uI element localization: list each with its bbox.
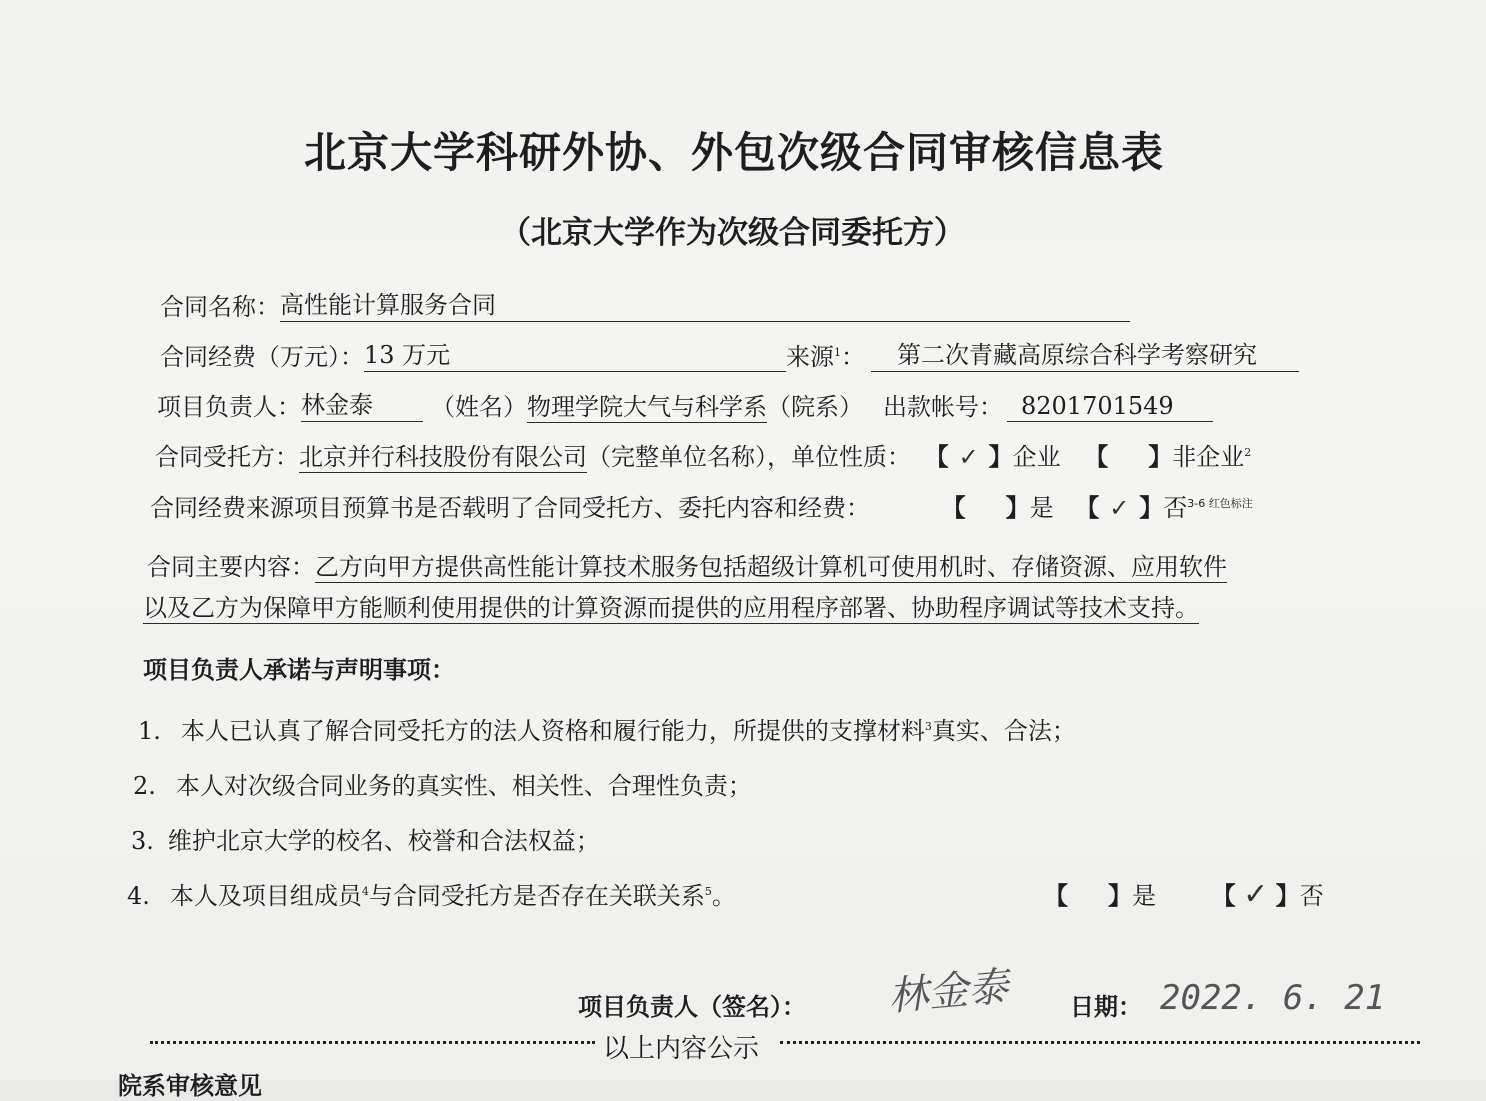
pi-name-field xyxy=(301,393,423,422)
q4-options xyxy=(1044,876,1324,912)
pi-dept-value: 物理学院大气与科学系 xyxy=(527,393,767,421)
fee-field xyxy=(364,343,786,372)
enterprise-check-mark: ✓ xyxy=(958,443,979,471)
account-value: 8201701549 xyxy=(1021,392,1174,420)
q4-no-label: 否 xyxy=(1299,882,1324,910)
pi-row xyxy=(157,387,1213,422)
source-label: 来源 xyxy=(786,343,834,371)
pi-name-value: 林金泰 xyxy=(301,391,373,419)
source-field xyxy=(871,343,1299,372)
signature-label: 项目负责人（签名）： xyxy=(578,993,806,1021)
item-text: 本人已认真了解合同受托方的法人资格和履行能力，所提供的支撑材料 xyxy=(180,717,925,745)
q4-no-checkbox[interactable]: 【 ✓ 】 xyxy=(1211,877,1300,912)
commitment-item-3 xyxy=(131,821,600,856)
divider-left xyxy=(150,1041,595,1044)
item-text-end: 。 xyxy=(711,882,736,910)
date-label: 日期： xyxy=(1070,993,1142,1021)
account-field xyxy=(1007,393,1213,422)
item-footnote: 3 xyxy=(924,720,932,733)
enterprise-label: 企业 xyxy=(1012,443,1061,471)
form-subtitle: （北京大学作为次级合同委托方） xyxy=(500,215,965,251)
q4-yes-checkbox[interactable]: 【 】 xyxy=(1044,882,1132,910)
pi-label: 项目负责人： xyxy=(157,393,301,421)
item-footnote: 4 xyxy=(361,885,369,898)
contractee-value: 北京并行科技股份有限公司 xyxy=(299,443,587,471)
budget-yes-checkbox[interactable]: 【 】 xyxy=(941,494,1030,522)
budget-question: 合同经费来源项目预算书是否载明了合同受托方、委托内容和经费： xyxy=(150,494,870,522)
fee-label: 合同经费（万元）： xyxy=(160,343,364,371)
budget-no-check-mark: ✓ xyxy=(1109,494,1130,522)
item-text: 维护北京大学的校名、校誉和合法权益； xyxy=(167,827,600,855)
contractee-label: 合同受托方： xyxy=(155,443,299,471)
source-footnote: 1 xyxy=(834,346,841,359)
contract-name-value: 高性能计算服务合同 xyxy=(280,291,496,319)
pi-name-hint: （姓名） xyxy=(431,393,527,421)
item-text-end: 真实、合法； xyxy=(931,717,1076,745)
item-number: 4. xyxy=(127,882,150,910)
content-line-2: 以及乙方为保障甲方能顺利使用提供的计算资源而提供的应用程序部署、协助程序调试等技术支持。 xyxy=(143,594,1199,622)
q4-no-check-mark: ✓ xyxy=(1243,877,1269,912)
budget-note: 3-6 红色标注 xyxy=(1187,497,1253,510)
pi-dept-hint: （院系） xyxy=(767,393,863,421)
content-label: 合同主要内容： xyxy=(147,553,315,581)
fee-value: 13 万元 xyxy=(364,341,451,369)
account-label: 出款帐号： xyxy=(883,393,1003,421)
commitment-item-4 xyxy=(127,876,736,911)
commitment-item-1 xyxy=(138,711,1076,746)
budget-no-label: 否 xyxy=(1163,494,1188,522)
budget-no-checkbox[interactable]: 【 ✓ 】 xyxy=(1075,494,1164,522)
next-section-heading: 院系审核意见 xyxy=(118,1072,262,1100)
content-row-1 xyxy=(147,547,1227,582)
budget-yes-label: 是 xyxy=(1029,494,1054,522)
budget-row xyxy=(150,488,1253,523)
item-number: 2. xyxy=(133,772,156,800)
divider-right xyxy=(780,1041,1420,1044)
source-colon: ： xyxy=(841,343,865,371)
item-number: 1. xyxy=(138,717,161,745)
contractee-row xyxy=(155,437,1251,472)
fee-row xyxy=(160,337,1299,372)
source-value: 第二次青藏高原综合科学考察研究 xyxy=(897,341,1257,369)
commitment-item-2 xyxy=(133,766,752,801)
item-text: 本人及项目组成员 xyxy=(169,882,362,910)
contract-name-row xyxy=(160,287,1130,322)
commitments-heading: 项目负责人承诺与声明事项： xyxy=(143,656,455,684)
item-text-middle: 与合同受托方是否存在关联关系 xyxy=(368,882,705,910)
contract-name-label: 合同名称： xyxy=(160,293,280,321)
non-enterprise-checkbox[interactable]: 【 】 xyxy=(1084,443,1173,471)
item-number: 3. xyxy=(131,827,154,855)
content-row-2 xyxy=(143,588,1199,623)
item-text: 本人对次级合同业务的真实性、相关性、合理性负责； xyxy=(175,772,752,800)
nature-footnote: 2 xyxy=(1244,446,1252,459)
contractee-hint: （完整单位名称），单位性质： xyxy=(587,443,911,471)
enterprise-checkbox[interactable]: 【 ✓ 】 xyxy=(924,443,1013,471)
date-value: 2022. 6. 21 xyxy=(1160,978,1386,1018)
handwritten-signature: 林金泰 xyxy=(886,963,1011,1021)
contract-name-field xyxy=(280,293,1130,322)
content-line-1: 乙方向甲方提供高性能计算技术服务包括超级计算机可使用机时、存储资源、应用软件 xyxy=(315,553,1227,581)
non-enterprise-label: 非企业 xyxy=(1172,443,1245,471)
divider-text: 以上内容公示 xyxy=(603,1034,760,1064)
item-footnote-2: 5 xyxy=(704,885,712,898)
q4-yes-label: 是 xyxy=(1132,882,1156,910)
form-title: 北京大学科研外协、外包次级合同审核信息表 xyxy=(304,128,1165,177)
